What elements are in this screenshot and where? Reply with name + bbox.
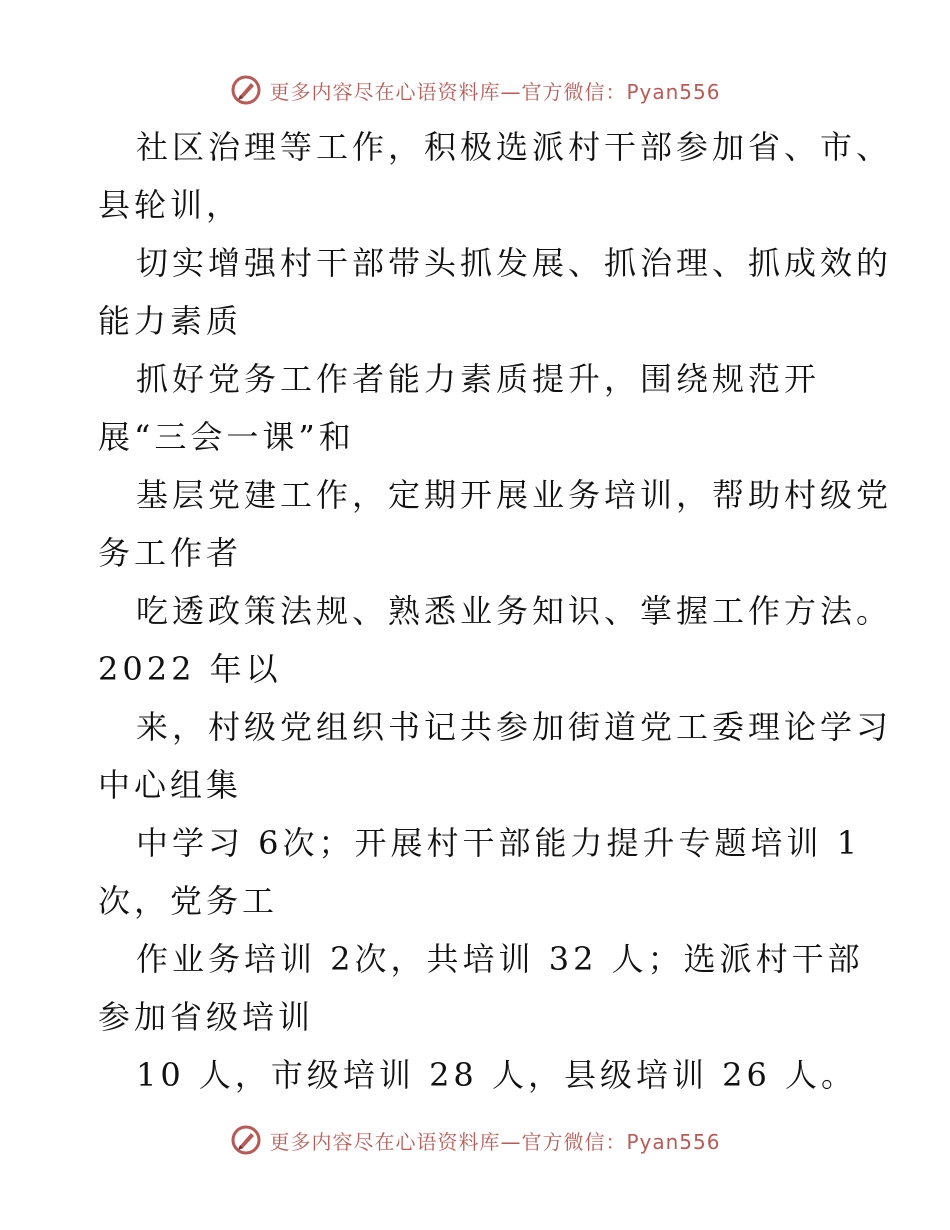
paragraph (98, 466, 893, 582)
paragraph (98, 814, 862, 930)
text-line: 2022 年以 (98, 650, 282, 688)
text-line: 中学习 6次；开展村干部能力提升专题培训 1 (136, 824, 862, 862)
text-line: 吃透政策法规、熟悉业务知识、掌握工作方法。 (136, 592, 893, 630)
document-body (98, 118, 893, 1104)
text-line: 基层党建工作，定期开展业务培训，帮助村级党 (136, 476, 893, 514)
text-line: 社区治理等工作，积极选派村干部参加省、市、 (136, 128, 893, 166)
text-line: 参加省级培训 (98, 998, 315, 1036)
text-line: 作业务培训 2次，共培训 32 人；选派村干部 (136, 940, 864, 978)
paragraph (98, 118, 893, 234)
watermark-text: 更多内容尽在心语资料库—官方微信：Pyan556 (269, 1129, 721, 1154)
paragraph (98, 234, 893, 350)
paragraph (98, 698, 893, 814)
text-line: 次，党务工 (98, 882, 279, 920)
text-line: 务工作者 (98, 534, 243, 572)
footer-watermark (0, 1120, 950, 1160)
paragraph (98, 930, 864, 1046)
paragraph (98, 1046, 858, 1104)
pen-logo-icon (229, 1123, 263, 1157)
text-line: 10 人，市级培训 28 人，县级培训 26 人。 (136, 1056, 858, 1094)
text-line: 来，村级党组织书记共参加街道党工委理论学习 (136, 708, 893, 746)
text-line: 抓好党务工作者能力素质提升，围绕规范开 (136, 360, 821, 398)
paragraph (98, 350, 858, 466)
watermark-text: 更多内容尽在心语资料库—官方微信：Pyan556 (269, 79, 721, 104)
paragraph (98, 582, 893, 698)
text-line: 县轮训， (98, 186, 243, 224)
text-line: 切实增强村干部带头抓发展、抓治理、抓成效的 (136, 244, 893, 282)
pen-logo-icon (229, 73, 263, 107)
header-watermark (0, 70, 950, 110)
text-line: 能力素质 (98, 302, 243, 340)
text-line: 中心组集 (98, 766, 243, 804)
text-line: 展“三会一课”和 (98, 418, 355, 456)
